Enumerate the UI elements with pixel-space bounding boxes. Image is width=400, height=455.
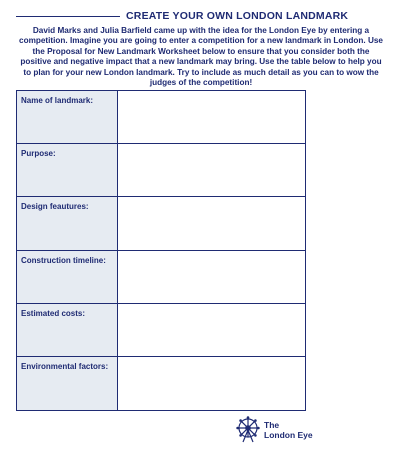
answer-field-estimated-costs[interactable] — [118, 304, 305, 357]
row-label-construction-timeline: Construction timeline: — [17, 251, 118, 304]
london-eye-logo — [233, 414, 343, 446]
answer-field-design-features[interactable] — [118, 197, 305, 250]
answer-field-environmental-factors[interactable] — [118, 357, 305, 410]
row-label-design-features: Design feautures: — [17, 197, 118, 250]
intro-paragraph: David Marks and Julia Barfield came up with the idea for the London Eye by entering a competition. Imagine you are going to enter a competition for a new landmark in London. Use the Proposal for New Landmark Worksheet below to ensure that you consider both the positive and negative impact that a new landmark may bring. Use the table below to help you to plan for your new London landmark. Try to include as much detail as you can to wow the judges of the competition! — [19, 26, 383, 88]
header — [16, 10, 390, 26]
row-label-environmental-factors: Environmental factors: — [17, 357, 118, 410]
london-eye-wheel-icon — [233, 414, 263, 444]
logo-wordmark — [264, 420, 313, 440]
logo-line-1: The — [264, 420, 280, 430]
landmark-worksheet-table — [16, 90, 306, 411]
logo-line-2: London Eye — [264, 430, 313, 440]
answer-field-name[interactable] — [118, 91, 305, 144]
answer-field-construction-timeline[interactable] — [118, 251, 305, 304]
row-label-purpose: Purpose: — [17, 144, 118, 197]
row-label-name: Name of landmark: — [17, 91, 118, 144]
row-label-estimated-costs: Estimated costs: — [17, 304, 118, 357]
page-title: CREATE YOUR OWN LONDON LANDMARK — [126, 10, 349, 22]
header-rule — [16, 16, 120, 17]
answer-field-purpose[interactable] — [118, 144, 305, 197]
